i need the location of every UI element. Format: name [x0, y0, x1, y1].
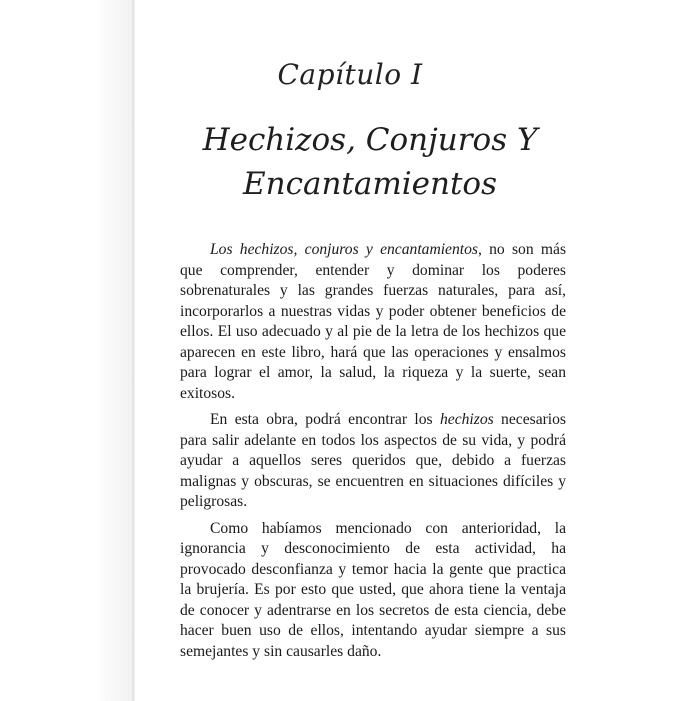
paragraph-2	[180, 410, 566, 513]
paragraph-3-text: Como habíamos mencionado con anterioridad, la ignorancia y desconocimiento de esta actividad, ha provocado desconfianza y temor hacia la gente que practica la brujería. Es por esto que usted, que ahora tiene la ventaja de conocer y adentrarse en los secretos de esta ciencia, debe hacer buen uso de ellos, intentando ayudar siempre a sus semejantes y sin causarles daño.	[180, 519, 566, 660]
paragraph-1	[180, 240, 566, 404]
body-text	[180, 240, 566, 668]
chapter-title-line-2: Encantamientos	[243, 166, 497, 202]
paragraph-1-text: , no son más que comprender, entender y dominar los poderes sobrenaturales y las grandes fuerzas naturales, para así, incorporarlos a nuestras vidas y poder obtener beneficios de ellos. El uso adecuado y al pie de la letra de los hechizos que aparecen en este libro, hará que las operaciones y ensalmos para lograr el amor, la salud, la riqueza y la suerte, sean exitosos.	[180, 241, 567, 402]
paragraph-1-italic-lead: Los hechizos, conjuros y encantamientos	[210, 241, 478, 258]
paragraph-2-italic: hechizos	[439, 411, 494, 428]
paragraph-2-text-before: En esta obra, podrá encontrar los	[210, 411, 440, 428]
paragraph-3	[180, 519, 566, 663]
page-binding-edge	[132, 0, 134, 701]
chapter-title-line-1: Hechizos, Conjuros Y	[202, 122, 538, 158]
paragraph-2-text-after: necesarios para salir adelante en todos los aspectos de su vida, y podrá ayudar a aquellos seres queridos que, debido a fuerzas malignas y obscuras, se encuentren en situaciones difíciles y peligrosas.	[180, 411, 567, 510]
page-margin-shadow	[0, 0, 135, 701]
chapter-title	[200, 118, 540, 206]
chapter-label: Capítulo I	[277, 58, 423, 91]
